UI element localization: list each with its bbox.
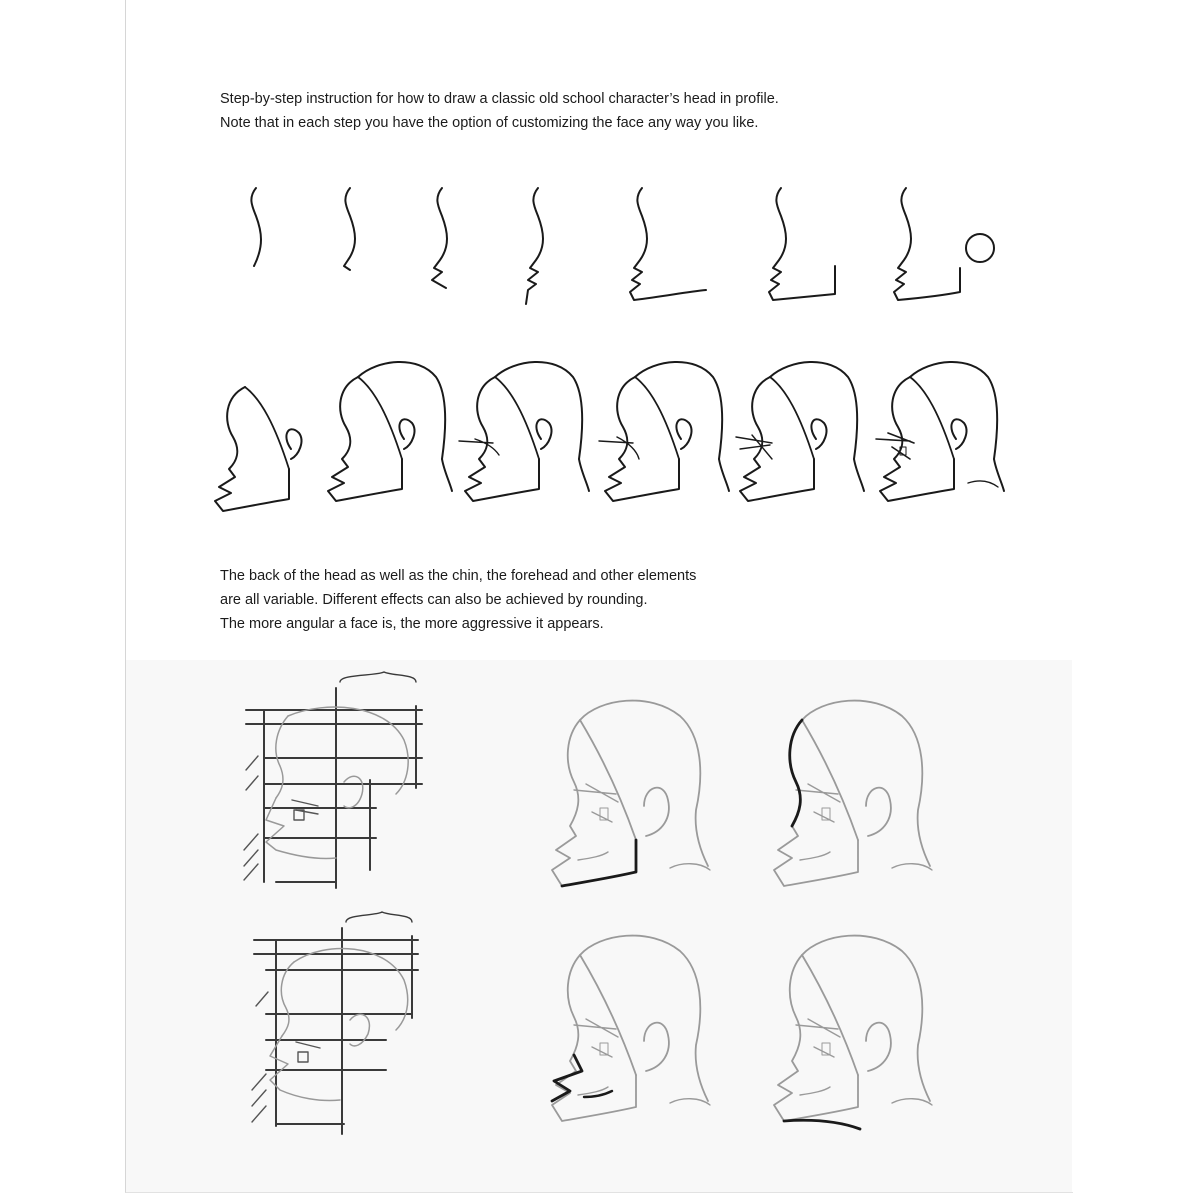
grid-sketch-bottom xyxy=(236,910,436,1150)
variation-head-chin xyxy=(552,701,710,886)
step-5-drawing xyxy=(630,188,706,300)
variation-line-1: The back of the head as well as the chin, the forehead and other elements xyxy=(220,568,697,584)
step-row-1 xyxy=(200,180,1020,320)
grid-sketch-top xyxy=(236,670,436,900)
intro-line-2: Note that in each step you have the option of customizing the face any way you like. xyxy=(220,115,759,131)
step-11-drawing xyxy=(599,362,729,501)
step-7-drawing xyxy=(894,188,994,300)
step-6-drawing xyxy=(769,188,835,300)
variation-heads xyxy=(540,690,970,1170)
step-1-drawing xyxy=(251,188,261,266)
ear-circle xyxy=(966,234,994,262)
variation-head-nose xyxy=(552,936,710,1121)
variation-text xyxy=(220,564,696,636)
step-13-drawing xyxy=(876,362,1004,501)
step-12-drawing xyxy=(736,362,864,501)
variation-line-3: The more angular a face is, the more aggressive it appears. xyxy=(220,616,604,632)
step-9-drawing xyxy=(328,362,452,501)
step-2-drawing xyxy=(344,188,355,270)
variation-line-2: are all variable. Different effects can also be achieved by rounding. xyxy=(220,592,648,608)
intro-text xyxy=(220,87,779,135)
step-3-drawing xyxy=(432,188,447,288)
variation-head-jaw xyxy=(774,936,932,1129)
step-10-drawing xyxy=(459,362,589,501)
step-4-drawing xyxy=(526,188,543,304)
step-8-drawing xyxy=(215,387,301,511)
variation-head-forehead xyxy=(774,701,932,886)
intro-line-1: Step-by-step instruction for how to draw a classic old school character’s head in profile. xyxy=(220,91,779,107)
step-row-2 xyxy=(200,355,1020,525)
